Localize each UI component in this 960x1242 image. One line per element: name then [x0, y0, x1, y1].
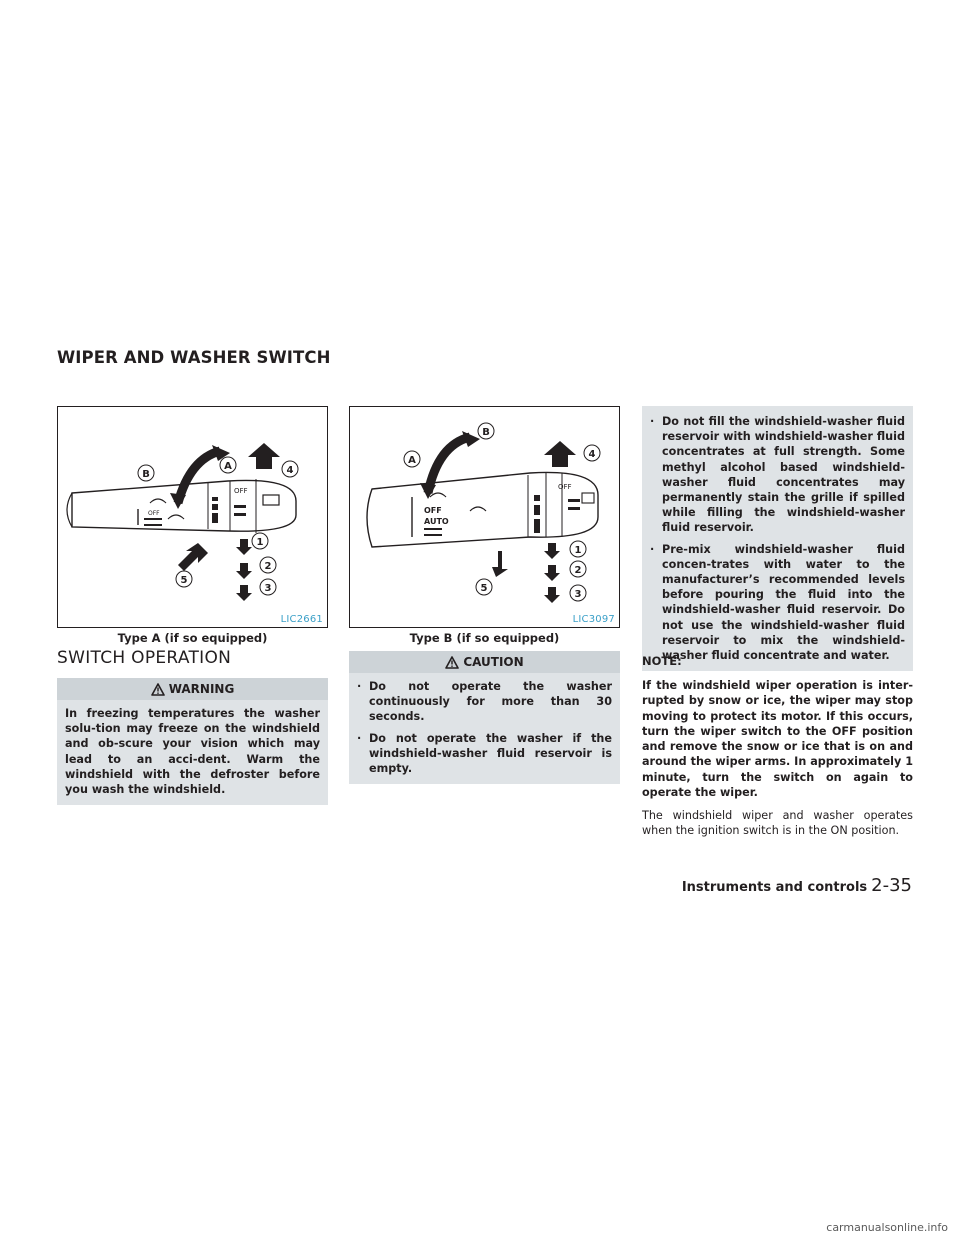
label-a: A: [224, 461, 232, 472]
figure-type-b: [349, 406, 620, 628]
switch-off-label: OFF: [424, 506, 442, 515]
label-4: 4: [588, 449, 596, 460]
label-3: 3: [264, 583, 272, 594]
figure-caption-a: Type A (if so equipped): [117, 631, 268, 645]
figure-caption-b: Type B (if so equipped): [409, 631, 560, 645]
caution-item: [650, 414, 905, 536]
label-b: B: [142, 469, 150, 480]
wiper-switch-illustration-b: [350, 407, 619, 627]
wiper-switch-illustration-a: [58, 407, 327, 627]
label-3: 3: [574, 589, 582, 600]
caution-header: [349, 651, 620, 673]
caution-box: [349, 651, 620, 784]
caution-item: [357, 679, 612, 725]
warning-title: WARNING: [168, 682, 235, 696]
figure-code: LIC3097: [572, 614, 615, 625]
switch-off-label-2: OFF: [558, 483, 572, 491]
caution-continued-list: [642, 406, 913, 671]
note-text: If the windshield wiper operation is inter-rupted by snow or ice, the wiper may stop moving to protect its motor. If this occurs, turn the wiper switch to the OFF position and remove the snow or ice that is on and around the wiper arms. In approximately 1 minute, turn the switch on again to operate the wiper.: [642, 679, 913, 800]
label-1: 1: [256, 537, 264, 548]
switch-auto-label: AUTO: [424, 517, 449, 526]
label-5: 5: [180, 575, 188, 586]
label-2: 2: [264, 561, 272, 572]
label-2: 2: [574, 565, 582, 576]
caution-item: [357, 731, 612, 777]
note-label: NOTE:: [642, 654, 682, 668]
caution-item-text: Do not fill the windshield-washer fluid reservoir with windshield-washer fluid concentrates at full strength. Some methyl alcohol based windshield-washer fluid concentrates may permanently stain the grille if spilled while filling the windshield-washer fluid reservoir.: [662, 415, 905, 535]
switch-off-label-2: OFF: [148, 510, 160, 517]
label-1: 1: [574, 545, 582, 556]
caution-list: [349, 673, 620, 784]
warning-text: In freezing temperatures the washer solu-tion may freeze on the windshield and ob-scure your vision which may lead to an acci-dent. Warm the windshield with the defroster before you wash the windshield.: [65, 707, 320, 797]
caution-item: [650, 542, 905, 664]
figure-code: LIC2661: [280, 614, 323, 625]
section-title: WIPER AND WASHER SWITCH: [57, 348, 331, 367]
figure-type-a: [57, 406, 328, 628]
watermark: carmanualsonline.info: [826, 1221, 948, 1234]
warning-triangle-icon: [445, 656, 459, 669]
label-5: 5: [480, 583, 488, 594]
footer-chapter: Instruments and controls: [681, 880, 868, 895]
warning-triangle-icon: [151, 683, 165, 696]
label-a: A: [408, 455, 416, 466]
caution-title: CAUTION: [463, 655, 524, 669]
caution-item-text: Do not operate the washer if the windshield-washer fluid reservoir is empty.: [369, 731, 612, 776]
page-footer: [682, 875, 912, 896]
label-b: B: [482, 427, 490, 438]
caution-item-text: Pre-mix windshield-washer fluid concen-trates with water to the manufacturer’s recommended levels before pouring the fluid into the windshield-washer fluid reservoir. Do not use the windshield-washer fluid reservoir to mix the windshield-washer fluid concentrate and water.: [662, 542, 905, 663]
body-paragraph: The windshield wiper and washer operates when the ignition switch is in the ON position.: [642, 809, 913, 838]
bullet-dot: ·: [650, 415, 655, 428]
bullet-dot: ·: [357, 680, 362, 693]
page-number: 2-35: [871, 875, 912, 896]
label-4: 4: [286, 465, 294, 476]
switch-off-label: OFF: [234, 487, 248, 495]
bullet-dot: ·: [650, 542, 655, 556]
warning-header: [57, 678, 328, 700]
subheading-switch-operation: SWITCH OPERATION: [57, 648, 232, 668]
caution-continued-box: [642, 406, 913, 671]
warning-box: [57, 678, 328, 805]
bullet-dot: ·: [357, 731, 362, 745]
caution-item-text: Do not operate the washer continuously for more than 30 seconds.: [369, 680, 612, 724]
